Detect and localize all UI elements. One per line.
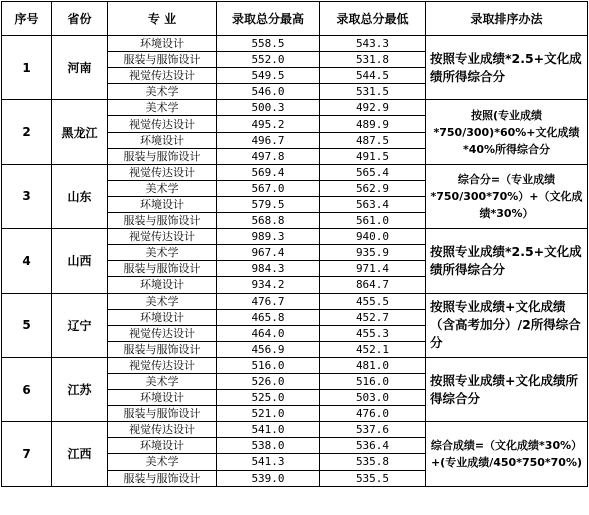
- min-score-cell: 563.4: [320, 196, 426, 212]
- min-score-cell: 537.6: [320, 422, 426, 438]
- header-max-score: 录取总分最高: [217, 2, 320, 36]
- province-cell: 辽宁: [52, 293, 108, 357]
- max-score-cell: 495.2: [217, 116, 320, 132]
- major-cell: 视觉传达设计: [108, 357, 217, 373]
- major-cell: 环境设计: [108, 309, 217, 325]
- major-cell: 视觉传达设计: [108, 229, 217, 245]
- major-cell: 环境设计: [108, 36, 217, 52]
- min-score-cell: 561.0: [320, 213, 426, 229]
- max-score-cell: 567.0: [217, 180, 320, 196]
- table-row: [2, 293, 588, 309]
- min-score-cell: 481.0: [320, 357, 426, 373]
- max-score-cell: 967.4: [217, 245, 320, 261]
- header-province: 省份: [52, 2, 108, 36]
- min-score-cell: 535.8: [320, 454, 426, 470]
- ranking-method-cell: 综合成绩=（文化成绩*30%）+(专业成绩/450*750*70%): [426, 422, 588, 486]
- min-score-cell: 940.0: [320, 229, 426, 245]
- table-row: [2, 422, 588, 438]
- province-cell: 黑龙江: [52, 100, 108, 164]
- major-cell: 服装与服饰设计: [108, 261, 217, 277]
- min-score-cell: 543.3: [320, 36, 426, 52]
- major-cell: 服装与服饰设计: [108, 52, 217, 68]
- ranking-method-cell: 按照专业成绩*2.5+文化成绩所得综合分: [426, 229, 588, 293]
- max-score-cell: 541.3: [217, 454, 320, 470]
- table-row: [2, 100, 588, 116]
- max-score-cell: 538.0: [217, 438, 320, 454]
- min-score-cell: 935.9: [320, 245, 426, 261]
- major-cell: 服装与服饰设计: [108, 470, 217, 486]
- province-cell: 河南: [52, 36, 108, 100]
- max-score-cell: 552.0: [217, 52, 320, 68]
- min-score-cell: 452.7: [320, 309, 426, 325]
- province-cell: 江西: [52, 422, 108, 486]
- table-row: [2, 357, 588, 373]
- max-score-cell: 568.8: [217, 213, 320, 229]
- major-cell: 美术学: [108, 293, 217, 309]
- table-header-row: [2, 2, 588, 36]
- seq-cell: 5: [2, 293, 52, 357]
- seq-cell: 4: [2, 229, 52, 293]
- min-score-cell: 565.4: [320, 164, 426, 180]
- admission-scores-table: [1, 1, 588, 487]
- major-cell: 美术学: [108, 245, 217, 261]
- max-score-cell: 525.0: [217, 390, 320, 406]
- header-seq: 序号: [2, 2, 52, 36]
- major-cell: 服装与服饰设计: [108, 406, 217, 422]
- min-score-cell: 544.5: [320, 68, 426, 84]
- max-score-cell: 549.5: [217, 68, 320, 84]
- seq-cell: 1: [2, 36, 52, 100]
- seq-cell: 3: [2, 164, 52, 228]
- max-score-cell: 558.5: [217, 36, 320, 52]
- header-major: 专 业: [108, 2, 217, 36]
- max-score-cell: 465.8: [217, 309, 320, 325]
- max-score-cell: 984.3: [217, 261, 320, 277]
- max-score-cell: 526.0: [217, 373, 320, 389]
- min-score-cell: 864.7: [320, 277, 426, 293]
- min-score-cell: 487.5: [320, 132, 426, 148]
- min-score-cell: 452.1: [320, 341, 426, 357]
- ranking-method-cell: 综合分=（专业成绩*750/300*70%）+（文化成绩*30%）: [426, 164, 588, 228]
- ranking-method-cell: 按照(专业成绩*750/300)*60%+文化成绩*40%所得综合分: [426, 100, 588, 164]
- header-ranking-method: 录取排序办法: [426, 2, 588, 36]
- max-score-cell: 464.0: [217, 325, 320, 341]
- max-score-cell: 497.8: [217, 148, 320, 164]
- min-score-cell: 531.5: [320, 84, 426, 100]
- max-score-cell: 456.9: [217, 341, 320, 357]
- table-row: [2, 164, 588, 180]
- major-cell: 环境设计: [108, 277, 217, 293]
- major-cell: 服装与服饰设计: [108, 341, 217, 357]
- major-cell: 视觉传达设计: [108, 164, 217, 180]
- header-min-score: 录取总分最低: [320, 2, 426, 36]
- min-score-cell: 516.0: [320, 373, 426, 389]
- max-score-cell: 516.0: [217, 357, 320, 373]
- max-score-cell: 521.0: [217, 406, 320, 422]
- max-score-cell: 579.5: [217, 196, 320, 212]
- min-score-cell: 503.0: [320, 390, 426, 406]
- max-score-cell: 541.0: [217, 422, 320, 438]
- seq-cell: 2: [2, 100, 52, 164]
- major-cell: 服装与服饰设计: [108, 213, 217, 229]
- min-score-cell: 535.5: [320, 470, 426, 486]
- major-cell: 美术学: [108, 373, 217, 389]
- max-score-cell: 476.7: [217, 293, 320, 309]
- major-cell: 视觉传达设计: [108, 116, 217, 132]
- major-cell: 美术学: [108, 454, 217, 470]
- major-cell: 视觉传达设计: [108, 422, 217, 438]
- max-score-cell: 934.2: [217, 277, 320, 293]
- province-cell: 山东: [52, 164, 108, 228]
- min-score-cell: 489.9: [320, 116, 426, 132]
- max-score-cell: 496.7: [217, 132, 320, 148]
- major-cell: 环境设计: [108, 132, 217, 148]
- major-cell: 美术学: [108, 100, 217, 116]
- min-score-cell: 531.8: [320, 52, 426, 68]
- ranking-method-cell: 按照专业成绩*2.5+文化成绩所得综合分: [426, 36, 588, 100]
- seq-cell: 7: [2, 422, 52, 486]
- max-score-cell: 989.3: [217, 229, 320, 245]
- major-cell: 视觉传达设计: [108, 68, 217, 84]
- major-cell: 环境设计: [108, 438, 217, 454]
- major-cell: 视觉传达设计: [108, 325, 217, 341]
- table-row: [2, 36, 588, 52]
- seq-cell: 6: [2, 357, 52, 421]
- major-cell: 服装与服饰设计: [108, 148, 217, 164]
- province-cell: 山西: [52, 229, 108, 293]
- province-cell: 江苏: [52, 357, 108, 421]
- max-score-cell: 500.3: [217, 100, 320, 116]
- table-row: [2, 229, 588, 245]
- min-score-cell: 536.4: [320, 438, 426, 454]
- min-score-cell: 971.4: [320, 261, 426, 277]
- min-score-cell: 562.9: [320, 180, 426, 196]
- major-cell: 美术学: [108, 84, 217, 100]
- major-cell: 环境设计: [108, 390, 217, 406]
- ranking-method-cell: 按照专业成绩+文化成绩所得综合分: [426, 357, 588, 421]
- table-body: [2, 36, 588, 487]
- min-score-cell: 492.9: [320, 100, 426, 116]
- min-score-cell: 455.5: [320, 293, 426, 309]
- max-score-cell: 539.0: [217, 470, 320, 486]
- max-score-cell: 546.0: [217, 84, 320, 100]
- major-cell: 美术学: [108, 180, 217, 196]
- ranking-method-cell: 按照专业成绩+文化成绩（含高考加分）/2所得综合分: [426, 293, 588, 357]
- max-score-cell: 569.4: [217, 164, 320, 180]
- min-score-cell: 476.0: [320, 406, 426, 422]
- min-score-cell: 491.5: [320, 148, 426, 164]
- major-cell: 环境设计: [108, 196, 217, 212]
- min-score-cell: 455.3: [320, 325, 426, 341]
